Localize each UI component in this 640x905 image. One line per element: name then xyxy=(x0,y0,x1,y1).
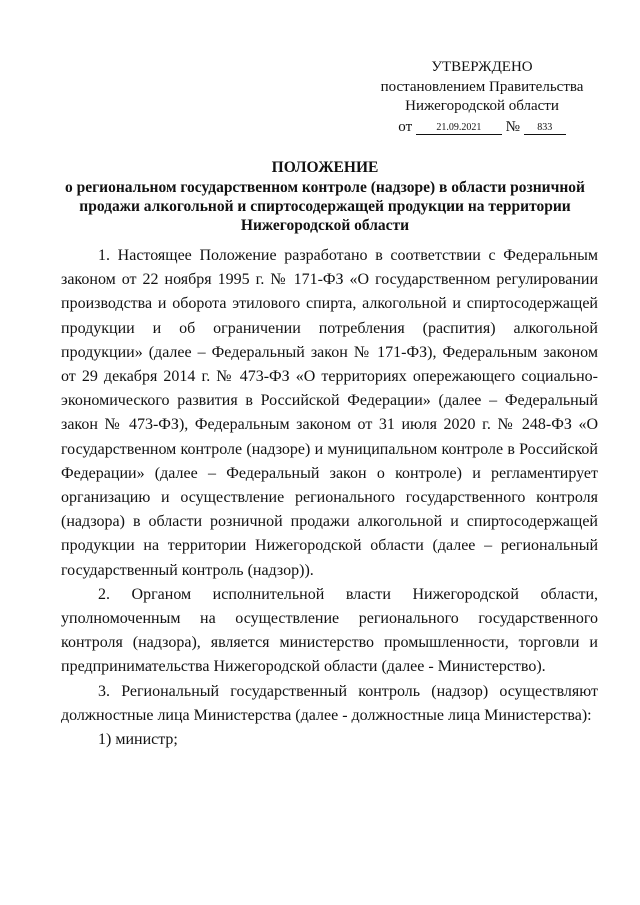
approval-region: Нижегородской области xyxy=(405,98,559,114)
title-line-1: о региональном государственном контроле (надзоре) в области розничной xyxy=(65,179,585,196)
paragraph-2: 2. Органом исполнительной власти Нижегородской области, уполномоченным на осуществление регионального государственного контроля (надзора), является министерство промышленности, торговли и предпринимательства Нижегородской области (далее - Министерство). xyxy=(61,585,598,676)
approval-stamp xyxy=(372,58,592,137)
approval-number-sign: № xyxy=(505,118,520,135)
title-line-2: продажи алкогольной и спиртосодержащей продукции на территории xyxy=(79,198,571,215)
document-body xyxy=(61,244,598,752)
document-title xyxy=(60,158,590,235)
approval-number-value: 833 xyxy=(524,122,566,135)
title-line-3: Нижегородской области xyxy=(240,217,410,234)
paragraph-3: 3. Региональный государственный контроль (надзор) осуществляют должностные лица Министерства (далее - должностные лица Министерства): xyxy=(61,682,598,724)
paragraph-4: 1) министр; xyxy=(98,731,178,749)
title-heading: ПОЛОЖЕНИЕ xyxy=(271,159,379,176)
approval-authority: постановлением Правительства xyxy=(380,78,584,95)
paragraph-1: 1. Настоящее Положение разработано в соответствии с Федеральным законом от 22 ноября 1995 г. № 171-ФЗ «О государственном регулировании производства и оборота этилового спирта, алкогольной и спиртосодержащей продукции и об ограничении потребления (распития) алкогольной продукции» (далее – Федеральный закон № 171-ФЗ), Федеральным законом от 29 декабря 2014 г. № 473-ФЗ «О территориях опережающего социально-экономического развития в Российской Федерации» (далее – Федеральный закон № 473-ФЗ), Федеральным законом от 31 июля 2020 г. № 248-ФЗ «О государственном контроле (надзоре) и муниципальном контроле в Российской Федерации» (далее – Федеральный закон о контроле) и регламентирует организацию и осуществление регионального государственного контроля (надзора) в области розничной продажи алкогольной и спиртосодержащей продукции на территории Нижегородской области (далее – региональный государственный контроль (надзор)). xyxy=(61,247,598,579)
approval-date-row xyxy=(372,118,592,138)
approval-label: УТВЕРЖДЕНО xyxy=(431,59,533,75)
approval-date-value: 21.09.2021 xyxy=(416,122,502,135)
approval-date-prefix: от xyxy=(398,118,413,135)
